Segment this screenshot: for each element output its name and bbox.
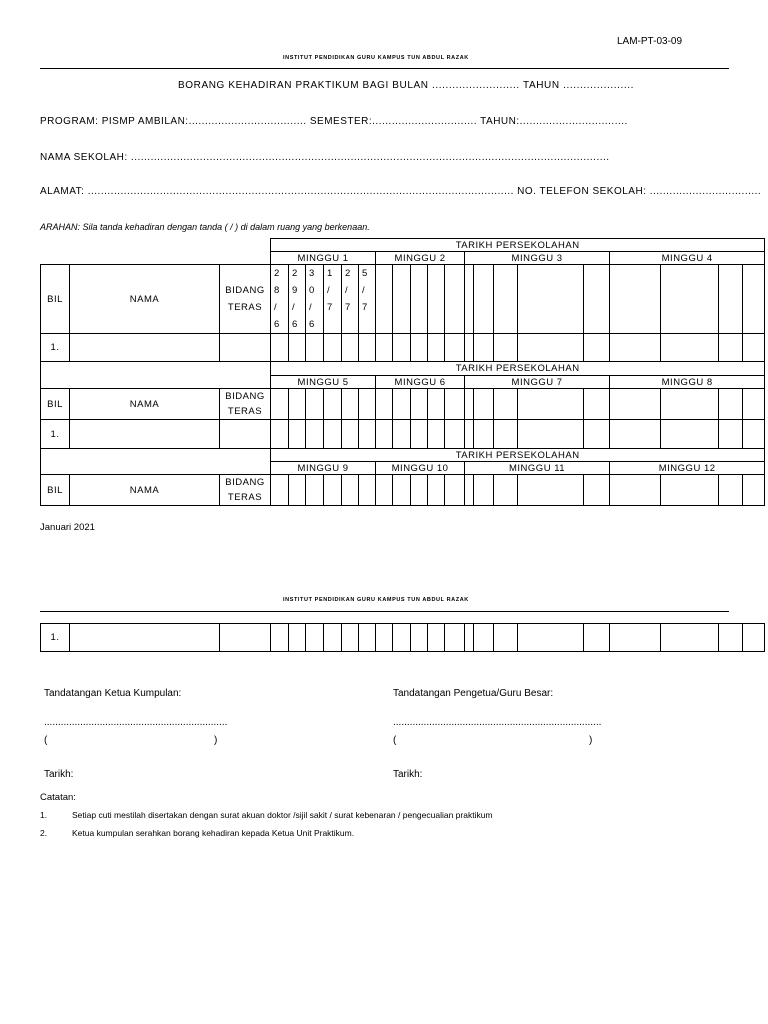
- bil-header: BIL: [41, 389, 70, 420]
- tarikh-header: TARIKH PERSEKOLAHAN: [271, 239, 765, 252]
- program-line: PROGRAM: PISMP AMBILAN:.................................... SEMESTER:................................ TAHUN:.................................: [40, 116, 628, 127]
- tarikh-header: TARIKH PERSEKOLAHAN: [271, 449, 765, 462]
- bil-header: BIL: [41, 475, 70, 506]
- note-number: 1.: [40, 810, 48, 820]
- note-text: Setiap cuti mestilah disertakan dengan surat akuan doktor /sijil sakit / surat kebenaran / pengecualian praktikum: [72, 810, 493, 820]
- week-header: MINGGU 1: [271, 252, 376, 265]
- week-header: MINGGU 6: [376, 376, 465, 389]
- week-header: MINGGU 7: [465, 376, 610, 389]
- bil-header: BIL: [41, 265, 70, 334]
- week-header: MINGGU 10: [376, 462, 465, 475]
- header-rule: [40, 68, 729, 69]
- nama-header: NAMA: [70, 475, 220, 506]
- row-number: 1.: [41, 420, 70, 449]
- nama-cell[interactable]: [70, 334, 220, 362]
- institute-name: INSTITUT PENDIDIKAN GURU KAMPUS TUN ABDUL RAZAK: [283, 55, 469, 61]
- nama-header: NAMA: [70, 265, 220, 334]
- pengetua-sign-label: Tandatangan Pengetua/Guru Besar:: [393, 688, 554, 699]
- week-header: MINGGU 9: [271, 462, 376, 475]
- row-number: 1.: [41, 624, 70, 652]
- continuation-table: [40, 623, 765, 652]
- sekolah-line: NAMA SEKOLAH: ..................................................................................................................................................: [40, 152, 610, 163]
- date-cell: 2 / 7: [342, 265, 359, 334]
- row-number: 1.: [41, 334, 70, 362]
- tarikh-header: TARIKH PERSEKOLAHAN: [271, 362, 765, 376]
- institute-name-page2: INSTITUT PENDIDIKAN GURU KAMPUS TUN ABDUL RAZAK: [283, 597, 469, 603]
- pengetua-paren-close: ): [589, 735, 593, 746]
- nama-header: NAMA: [70, 389, 220, 420]
- header-rule-page2: [40, 611, 729, 612]
- note-text: Ketua kumpulan serahkan borang kehadiran kepada Ketua Unit Praktikum.: [72, 828, 355, 838]
- ketua-paren-open: (: [44, 735, 48, 746]
- bidang-cell[interactable]: [220, 624, 271, 652]
- bidang-cell[interactable]: [220, 334, 271, 362]
- bidang-teras-header: BIDANG TERAS: [220, 389, 271, 420]
- date-cell: 3 0 / 6: [306, 265, 324, 334]
- pengetua-paren-open: (: [393, 735, 397, 746]
- date-cell: 2 9 / 6: [289, 265, 306, 334]
- attendance-table: [40, 238, 765, 506]
- form-title: BORANG KEHADIRAN PRAKTIKUM BAGI BULAN .......................... TAHUN .....................: [178, 80, 635, 91]
- week-header: MINGGU 2: [376, 252, 465, 265]
- bidang-teras-header: BIDANG TERAS: [220, 475, 271, 506]
- alamat-line: ALAMAT: .................................................................................................................................. NO. TELEFON SEKOLAH: ..................................: [40, 186, 762, 197]
- pengetua-sign-line: ...........................................................................: [393, 717, 602, 728]
- note-number: 2.: [40, 828, 48, 838]
- bidang-cell[interactable]: [220, 420, 271, 449]
- week-header: MINGGU 8: [610, 376, 765, 389]
- pengetua-tarikh: Tarikh:: [393, 769, 423, 780]
- nama-cell[interactable]: [70, 624, 220, 652]
- ketua-sign-label: Tandatangan Ketua Kumpulan:: [44, 688, 182, 699]
- week-header: MINGGU 3: [465, 252, 610, 265]
- ketua-sign-line: ..................................................................: [44, 717, 228, 728]
- week-header: MINGGU 5: [271, 376, 376, 389]
- arahan-text: ARAHAN: Sila tanda kehadiran dengan tanda ( / ) di dalam ruang yang berkenaan.: [40, 222, 370, 232]
- date-cell: 5 / 7: [359, 265, 376, 334]
- week-header: MINGGU 4: [610, 252, 765, 265]
- catatan-title: Catatan:: [40, 792, 76, 803]
- week-header: MINGGU 11: [465, 462, 610, 475]
- date-cell: 1 / 7: [324, 265, 342, 334]
- week-header: MINGGU 12: [610, 462, 765, 475]
- bidang-teras-header: BIDANG TERAS: [220, 265, 271, 334]
- form-code: LAM-PT-03-09: [617, 36, 683, 47]
- nama-cell[interactable]: [70, 420, 220, 449]
- date-footer: Januari 2021: [40, 522, 95, 533]
- ketua-tarikh: Tarikh:: [44, 769, 74, 780]
- ketua-paren-close: ): [214, 735, 218, 746]
- date-cell: 2 8 / 6: [271, 265, 289, 334]
